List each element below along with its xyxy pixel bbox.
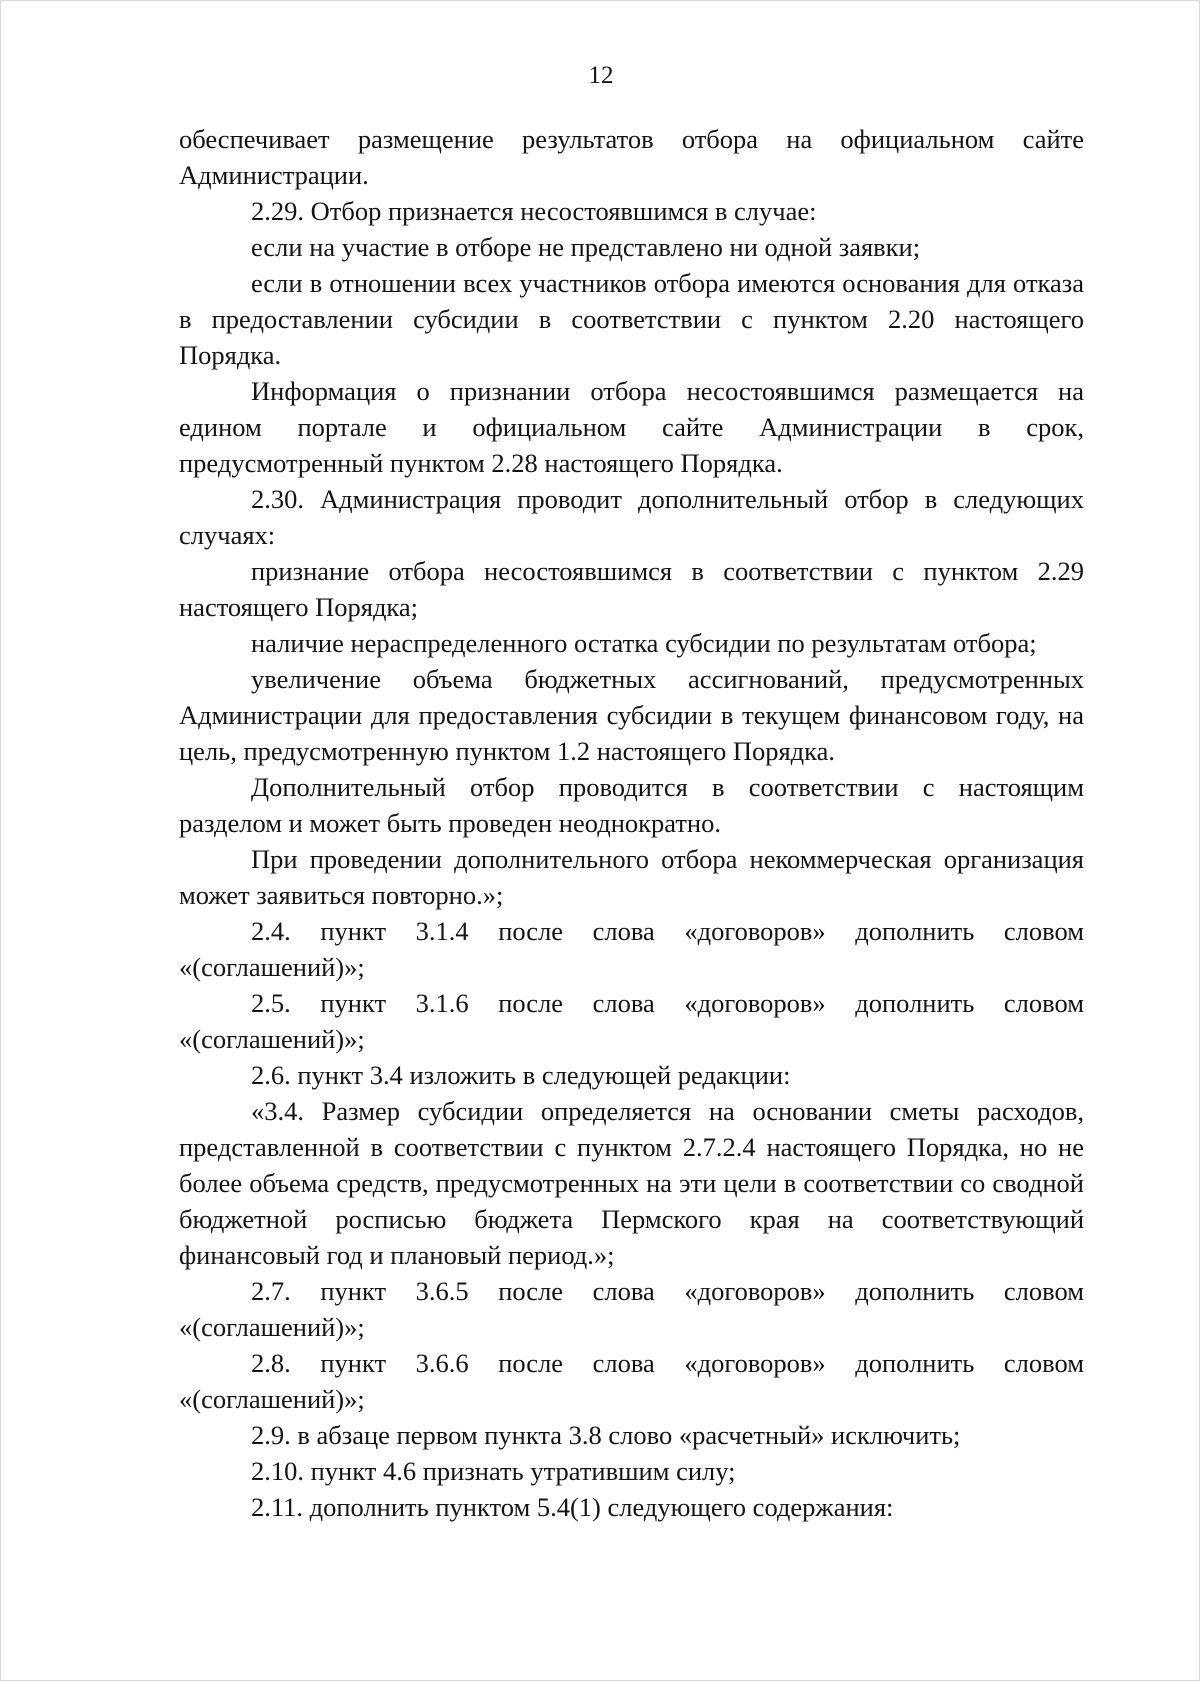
paragraph: Дополнительный отбор проводится в соответствии с настоящим разделом и может быть проведен неоднократно. [179, 772, 1084, 838]
paragraph: признание отбора несостоявшимся в соответствии с пунктом 2.29 настоящего Порядка; [179, 556, 1084, 622]
page-number: 12 [588, 62, 614, 89]
paragraph: наличие нераспределенного остатка субсидии по результатам отбора; [251, 628, 1037, 658]
document-body [179, 121, 1084, 1525]
paragraph: если на участие в отборе не представлено ни одной заявки; [251, 232, 921, 262]
paragraph: если в отношении всех участников отбора имеются основания для отказа в предоставлении субсидии в соответствии с пунктом 2.20 настоящего Порядка. [179, 268, 1084, 370]
paragraph: 2.11. дополнить пунктом 5.4(1) следующего содержания: [251, 1492, 894, 1522]
paragraph: 2.9. в абзаце первом пункта 3.8 слово «расчетный» исключить; [251, 1420, 961, 1450]
paragraph: обеспечивает размещение результатов отбора на официальном сайте Администрации. [179, 124, 1084, 190]
paragraph: 2.8. пункт 3.6.6 после слова «договоров» дополнить словом «(соглашений)»; [179, 1348, 1084, 1414]
paragraph: увеличение объема бюджетных ассигнований, предусмотренных Администрации для предоставления субсидии в текущем финансовом году, на цель, предусмотренную пунктом 1.2 настоящего Порядка. [179, 664, 1084, 766]
paragraph: Информация о признании отбора несостоявшимся размещается на едином портале и официальном сайте Администрации в срок, предусмотренный пунктом 2.28 настоящего Порядка. [179, 376, 1084, 478]
paragraph: 2.7. пункт 3.6.5 после слова «договоров» дополнить словом «(соглашений)»; [179, 1276, 1084, 1342]
paragraph: При проведении дополнительного отбора некоммерческая организация может заявиться повторно.»; [179, 844, 1084, 910]
paragraph: 2.30. Администрация проводит дополнительный отбор в следующих случаях: [179, 484, 1084, 550]
paragraph: 2.29. Отбор признается несостоявшимся в случае: [251, 196, 817, 226]
paragraph: 2.4. пункт 3.1.4 после слова «договоров» дополнить словом «(соглашений)»; [179, 916, 1084, 982]
paragraph: «3.4. Размер субсидии определяется на основании сметы расходов, представленной в соответствии с пунктом 2.7.2.4 настоящего Порядка, но не более объема средств, предусмотренных на эти цели в соответствии со сводной бюджетной росписью бюджета Пермского края на соответствующий финансовый год и плановый период.»; [179, 1096, 1084, 1270]
paragraph: 2.5. пункт 3.1.6 после слова «договоров» дополнить словом «(соглашений)»; [179, 988, 1084, 1054]
paragraph: 2.10. пункт 4.6 признать утратившим силу; [251, 1456, 736, 1486]
paragraph: 2.6. пункт 3.4 изложить в следующей редакции: [251, 1060, 791, 1090]
